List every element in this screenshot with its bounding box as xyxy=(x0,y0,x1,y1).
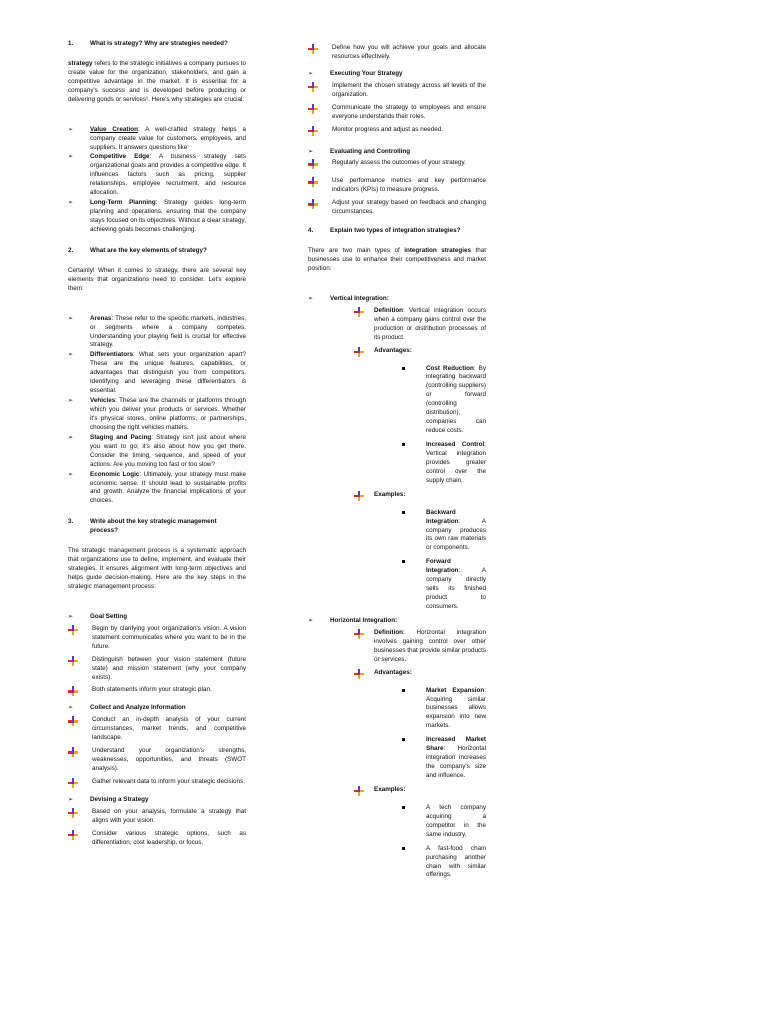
arrow-bullet-icon: ➢ xyxy=(308,70,314,77)
list-item: ➢ Economic Logic: Ultimately, your strategy must make economic sense. It should lead to sustainable profits and growth. Analyze the financial implications of your choices. xyxy=(68,470,246,505)
list-item: Communicate the strategy to employees and ensure everyone understands their roles. xyxy=(308,104,486,122)
step-executing: ➢ Executing Your Strategy xyxy=(308,69,403,77)
square-bullet-icon xyxy=(402,511,405,514)
arrow-bullet-icon: ➢ xyxy=(68,434,74,441)
plus-bullet-icon xyxy=(68,625,78,635)
step-evaluating: ➢ Evaluating and Controlling xyxy=(308,147,411,155)
list-item: Both statements inform your strategic plan. xyxy=(68,686,246,700)
question-3: 3. Write about the key strategic management process? xyxy=(68,518,246,536)
list-item: Regularly assess the outcomes of your strategy. xyxy=(308,159,486,173)
q4-intro: There are two main types of integration strategies that businesses use to enhance their competitiveness and market position: xyxy=(308,247,486,272)
arrow-bullet-icon: ➢ xyxy=(308,617,314,624)
plus-bullet-icon xyxy=(68,686,78,696)
list-item: Gather relevant data to inform your strategic decisions. xyxy=(68,778,246,792)
vertical-integration-heading: ➢ Vertical Integration: xyxy=(308,294,389,302)
plus-bullet-icon xyxy=(308,104,318,114)
list-item: Advantages: xyxy=(354,347,486,361)
list-item: Begin by clarifying your organization's vision. A vision statement communicates where you want to be in the future. xyxy=(68,625,246,652)
arrow-bullet-icon: ➢ xyxy=(68,352,74,359)
square-bullet-icon xyxy=(402,443,405,446)
arrow-bullet-icon: ➢ xyxy=(68,154,74,161)
plus-bullet-icon xyxy=(354,669,364,679)
plus-bullet-icon xyxy=(354,629,364,639)
list-item: Adjust your strategy based on feedback and changing circumstances. xyxy=(308,199,486,217)
column-2 xyxy=(308,44,486,885)
list-item: ➢ Staging and Pacing: Strategy isn't just about where you want to go; it's also about how you get there. Consider the timing, sequence, and speed of your actions. Are you moving too fast or too slow? xyxy=(68,433,246,468)
q2-intro: Certainly! When it comes to strategy, there are several key elements that organizations need to consider. Let's explore them: xyxy=(68,266,246,292)
list-item: Increased Control: Vertical integration provides greater control over the supply chain. xyxy=(308,441,486,486)
plus-bullet-icon xyxy=(308,159,318,169)
plus-bullet-icon xyxy=(354,347,364,357)
list-item: A tech company acquiring a competitor in the same industry. xyxy=(308,804,486,840)
list-item: Consider various strategic options, such as differentiation, cost leadership, or focus. xyxy=(68,830,246,848)
list-item: Backward Integration: A company produces its own raw materials or components. xyxy=(308,509,486,554)
horizontal-integration-heading: ➢ Horizontal Integration: xyxy=(308,616,398,624)
arrow-bullet-icon: ➢ xyxy=(68,398,74,405)
square-bullet-icon xyxy=(402,847,405,850)
list-item: ➢ Differentiators: What sets your organization apart? These are the unique features, capabilities, or advantages that distinguish you from competitors. Identifying and leveraging these differentiators is essential. xyxy=(68,351,246,395)
plus-bullet-icon xyxy=(308,126,318,136)
arrow-bullet-icon: ➢ xyxy=(68,126,74,133)
list-item: Based on your analysis, formulate a strategy that aligns with your vision. xyxy=(68,808,246,826)
q3-intro: The strategic management process is a systematic approach that organizations use to define, implement, and evaluate their strategies. It ensures alignment with long-term objectives and helps guide decision-making. Here are the key steps in the strategic management process: xyxy=(68,547,246,590)
step-collect-analyze: ➢ Collect and Analyze Information xyxy=(68,704,186,712)
arrow-bullet-icon: ➢ xyxy=(68,315,74,322)
step-goal-setting: ➢ Goal Setting xyxy=(68,612,128,620)
square-bullet-icon xyxy=(402,367,405,370)
arrow-bullet-icon: ➢ xyxy=(308,295,314,302)
plus-bullet-icon xyxy=(68,778,78,788)
plus-bullet-icon xyxy=(68,716,78,726)
list-item: ➢ Value Creation: A well-crafted strategy helps a company create value for customers, employees, and suppliers. It answers questions like: xyxy=(68,125,246,151)
arrow-bullet-icon: ➢ xyxy=(68,613,74,620)
list-item: Conduct an in-depth analysis of your current circumstances, market trends, and competitive landscape. xyxy=(68,716,246,743)
plus-bullet-icon xyxy=(308,44,318,54)
list-item: ➢ Vehicles: These are the channels or platforms through which you deliver your products or services. Whether it's physical stores, online platforms, or partnerships, choosing the right vehicles matters. xyxy=(68,397,246,431)
plus-bullet-icon xyxy=(308,177,318,187)
question-4-title: Explain two types of integration strategies? xyxy=(330,227,461,235)
question-4: 4. Explain two types of integration strategies? xyxy=(308,227,486,236)
list-item: ➢ Competitive Edge: A business strategy sets organizational goals and provides a competitive edge. It influences factors such as pricing, supplier relationships, employee recruitment, and resource allocation. xyxy=(68,153,246,197)
list-item: ➢ Arenas: These refer to the specific markets, industries, or segments where a company competes. Understanding your playing field is crucial for effective strategy. xyxy=(68,314,246,349)
list-item: Examples: xyxy=(354,786,486,800)
column-1 xyxy=(68,40,246,852)
list-item: Definition: Horizontal integration involves gaining control over other businesses that provide similar products or services. xyxy=(354,629,486,665)
list-item: ➢ Long-Term Planning: Strategy guides long-term planning and operations, ensuring that the company stays focused on its objectives. Without a clear strategy, achieving goals becomes challenging. xyxy=(68,199,247,233)
list-item: Definition: Vertical integration occurs when a company gains control over the production or distribution processes of its product. xyxy=(354,307,486,343)
list-item: Cost Reduction: By integrating backward (controlling suppliers) or forward (controlling distribution), companies can reduce costs. xyxy=(308,365,486,437)
plus-bullet-icon xyxy=(354,491,364,501)
arrow-bullet-icon: ➢ xyxy=(68,705,74,712)
list-item: Forward Integration: A company directly sells its finished product to consumers. xyxy=(308,558,486,612)
list-item: Advantages: xyxy=(354,669,486,683)
list-item: Understand your organization's strengths, weaknesses, opportunities, and threats (SWOT analysis). xyxy=(68,747,246,774)
arrow-bullet-icon: ➢ xyxy=(68,471,74,478)
square-bullet-icon xyxy=(402,738,405,741)
square-bullet-icon xyxy=(402,806,405,809)
step-devising: ➢ Devising a Strategy xyxy=(68,795,149,803)
square-bullet-icon xyxy=(402,560,405,563)
arrow-bullet-icon: ➢ xyxy=(308,148,314,155)
list-item: Use performance metrics and key performance indicators (KPIs) to measure progress. xyxy=(308,177,486,195)
q1-intro: strategy refers to the strategic initiatives a company pursues to create value for the organization, stakeholders, and gain a competitive advantage in the market. It is essential for a company's success and is developed before producing or delivering goods or services¹. Here's why strategies are crucial: xyxy=(68,59,246,103)
plus-bullet-icon xyxy=(354,307,364,317)
arrow-bullet-icon: ➢ xyxy=(68,796,74,803)
question-2: 2. What are the key elements of strategy? xyxy=(68,247,246,256)
list-item: Monitor progress and adjust as needed. xyxy=(308,126,486,140)
plus-bullet-icon xyxy=(68,656,78,666)
question-3-title: Write about the key strategic management process? xyxy=(90,518,217,535)
plus-bullet-icon xyxy=(308,199,318,209)
list-item: Examples: xyxy=(354,491,486,505)
plus-bullet-icon xyxy=(308,82,318,92)
plus-bullet-icon xyxy=(354,786,364,796)
list-item: Implement the chosen strategy across all levels of the organization. xyxy=(308,82,486,100)
plus-bullet-icon xyxy=(68,747,78,757)
list-item: Define how you will achieve your goals and allocate resources effectively. xyxy=(308,44,486,62)
question-1-title: What is strategy? Why are strategies needed? xyxy=(90,40,228,47)
list-item: Increased Market Share: Horizontal integration increases the company's size and influence. xyxy=(308,736,486,781)
question-2-title: What are the key elements of strategy? xyxy=(90,246,207,254)
plus-bullet-icon xyxy=(68,808,78,818)
list-item: A fast-food chain purchasing another chain with similar offerings. xyxy=(308,845,486,881)
question-1: 1. What is strategy? Why are strategies needed? xyxy=(68,40,246,49)
list-item: Market Expansion: Acquiring similar businesses allows expansion into new markets. xyxy=(308,687,486,732)
arrow-bullet-icon: ➢ xyxy=(68,200,74,207)
plus-bullet-icon xyxy=(68,830,78,840)
square-bullet-icon xyxy=(402,689,405,692)
list-item: Distinguish between your vision statement (future state) and mission statement (why your company exists). xyxy=(68,656,246,683)
